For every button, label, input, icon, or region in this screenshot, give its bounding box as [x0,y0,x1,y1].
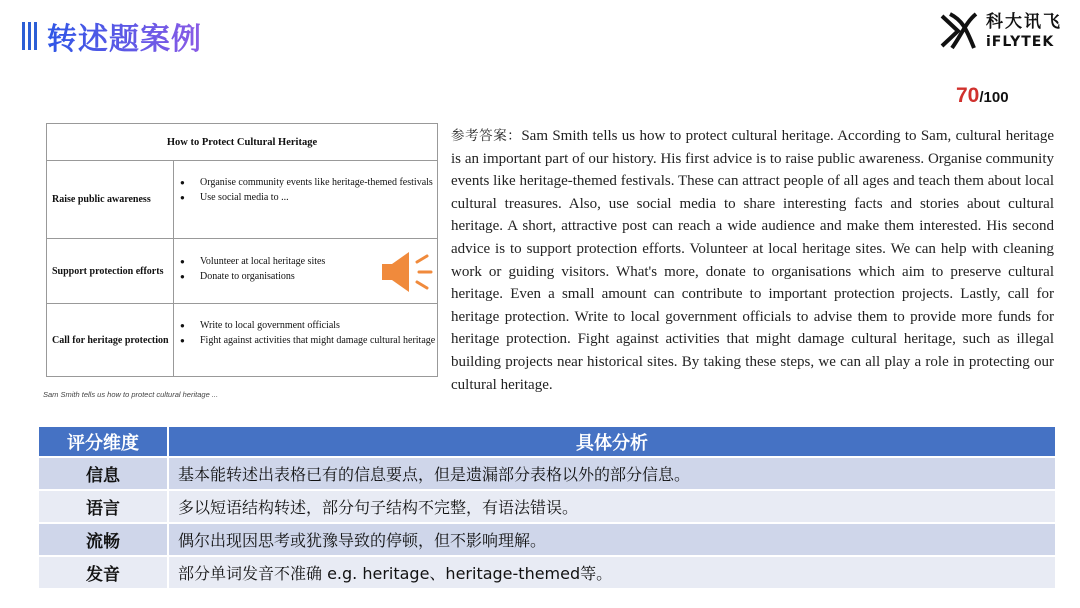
score-total: /100 [979,89,1009,106]
row-label: Support protection efforts [47,239,174,303]
row-label: Raise public awareness [47,161,174,238]
score [956,84,1009,108]
logo-cn-text: 科大讯飞 [986,11,1062,32]
task-table-title: How to Protect Cultural Heritage [47,124,437,161]
score-value: 70 [956,84,980,107]
page-title: 转述题案例 [47,14,202,58]
task-table-row [47,161,437,239]
table-row [39,556,1055,588]
logo [936,8,1072,54]
rubric-dimension: 信息 [39,457,168,490]
iflytek-logo-icon [936,8,982,54]
list-item: ● Fight against activities that might damage cultural heritage [180,333,437,348]
rubric-dimension: 发音 [39,556,168,588]
rubric-description: 基本能转述出表格已有的信息要点，但是遗漏部分表格以外的部分信息。 [168,457,1055,490]
title-bars-icon [22,22,37,50]
rubric-description: 部分单词发音不准确 e.g. heritage、heritage-themed等。 [168,556,1055,588]
list-item: ● Write to local government officials [180,318,437,333]
task-table-row [47,304,437,377]
logo-en-text: iFLYTEK [986,33,1055,50]
table-row [39,457,1055,490]
slide-header [22,18,202,57]
speaker-icon[interactable] [379,248,435,296]
reference-answer [451,125,1054,396]
answer-text: Sam Smith tells us how to protect cultural heritage. According to Sam, cultural heritage is an important part of our history. His first advice is to raise public awareness. Organise community events like heritage-themed festivals. These can attract people of all ages and teach them about local cultural treasures. Also, use social media to share interesting facts and stories about cultural heritage. A short, attractive post can reach a wide audience and make them interested. His second advice is to support protection efforts. Volunteer at local heritage sites. We can help with cleaning work or guiding visitors. What's more, donate to organisations which aim to preserve cultural heritage. Even a small amount can contribute to important protection projects. Lastly, call for heritage protection. Write to local government officials to advise them to provide more funds for heritage protection. Fight against activities that might damage cultural heritage, such as illegal building projects near historical sites. By taking these steps, we can all play a role in protecting our cultural heritage. [451,128,1055,393]
list-item: ● Organise community events like heritage-themed festivals [180,175,437,190]
rubric-header-analysis: 具体分析 [168,427,1055,457]
table-row [39,490,1055,523]
table-row [39,523,1055,556]
rubric-dimension: 语言 [39,490,168,523]
list-item: ● Use social media to ... [180,190,437,205]
list-item: ● Volunteer at local heritage sites [180,254,437,269]
answer-label: 参考答案： [451,128,522,144]
rubric-description: 偶尔出现因思考或犹豫导致的停顿，但不影响理解。 [168,523,1055,556]
row-label: Call for heritage protection [47,304,174,377]
list-item: ● Donate to organisations [180,269,437,284]
rubric-description: 多以短语结构转述，部分句子结构不完整，有语法错误。 [168,490,1055,523]
rubric-header-dimension: 评分维度 [39,427,168,457]
table-caption: Sam Smith tells us how to protect cultural heritage ... [43,390,219,399]
rubric-table [39,427,1055,588]
rubric-dimension: 流畅 [39,523,168,556]
